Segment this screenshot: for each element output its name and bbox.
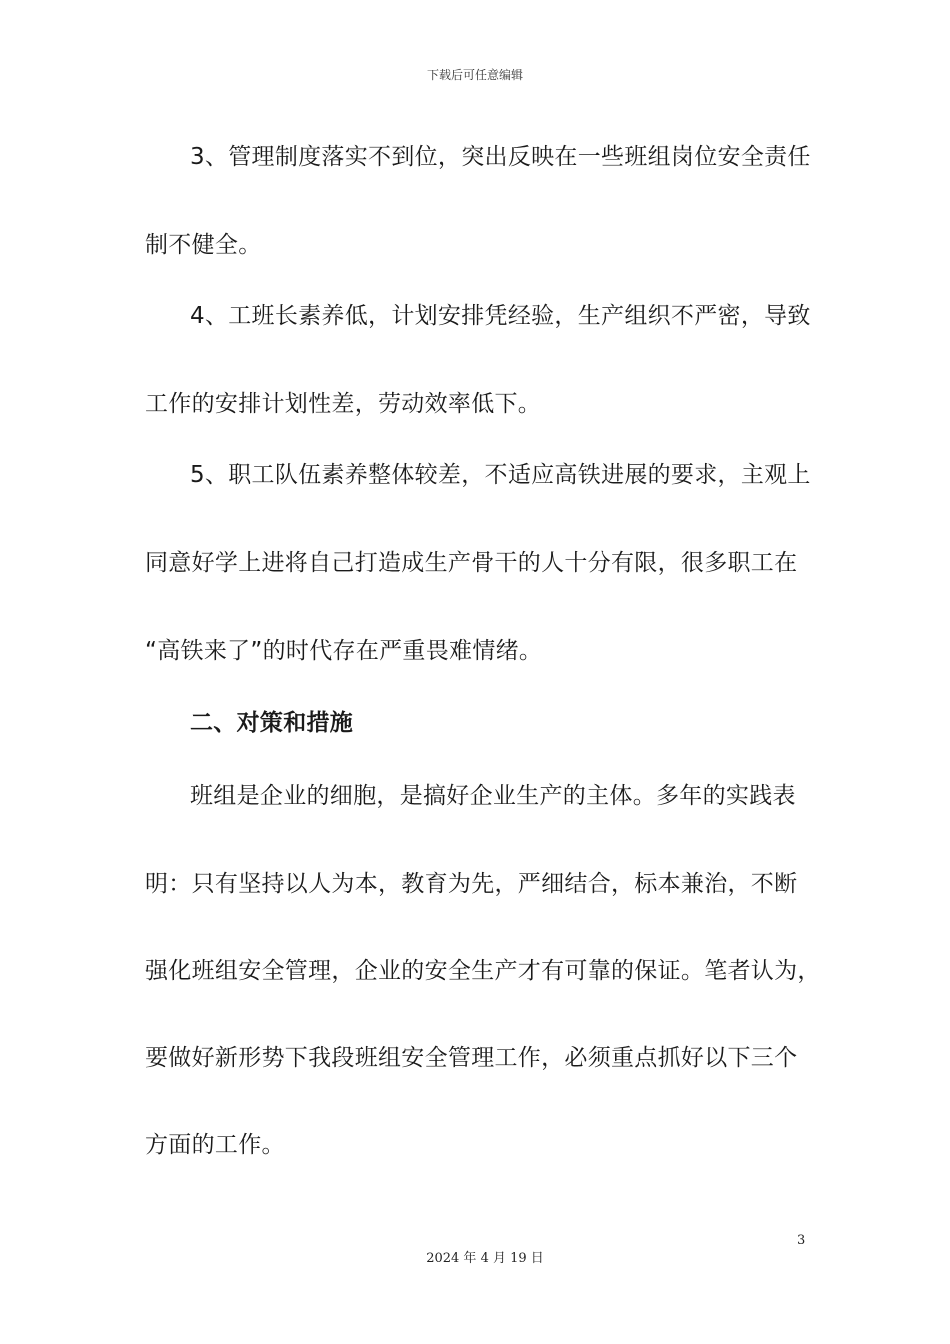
paragraph-line: 5、职工队伍素养整体较差，不适应高铁进展的要求，主观上 — [190, 462, 811, 488]
paragraph-line: 要做好新形势下我段班组安全管理工作，必须重点抓好以下三个 — [145, 1045, 798, 1071]
paragraph-line: “高铁来了”的时代存在严重畏难情绪。 — [145, 638, 543, 664]
page-header: 下载后可任意编辑 — [426, 68, 523, 82]
page-number: 3 — [797, 1233, 806, 1248]
paragraph-line: 4、工班长素养低，计划安排凭经验，生产组织不严密，导致 — [190, 303, 811, 329]
paragraph-line: 强化班组安全管理，企业的安全生产才有可靠的保证。笔者认为， — [145, 958, 821, 984]
paragraph-line: 制不健全。 — [145, 232, 262, 258]
paragraph-line: 方面的工作。 — [145, 1132, 285, 1158]
paragraph-line: 3、管理制度落实不到位，突出反映在一些班组岗位安全责任 — [190, 144, 811, 170]
section-heading: 二、对策和措施 — [190, 710, 354, 736]
paragraph-line: 工作的安排计划性差，劳动效率低下。 — [145, 391, 542, 417]
paragraph-line: 明：只有坚持以人为本，教育为先，严细结合，标本兼治，不断 — [145, 871, 798, 897]
paragraph-line: 同意好学上进将自己打造成生产骨干的人十分有限，很多职工在 — [145, 550, 798, 576]
paragraph-line: 班组是企业的细胞，是搞好企业生产的主体。多年的实践表 — [190, 783, 796, 809]
footer-date: 2024 年 4 月 19 日 — [426, 1251, 544, 1266]
